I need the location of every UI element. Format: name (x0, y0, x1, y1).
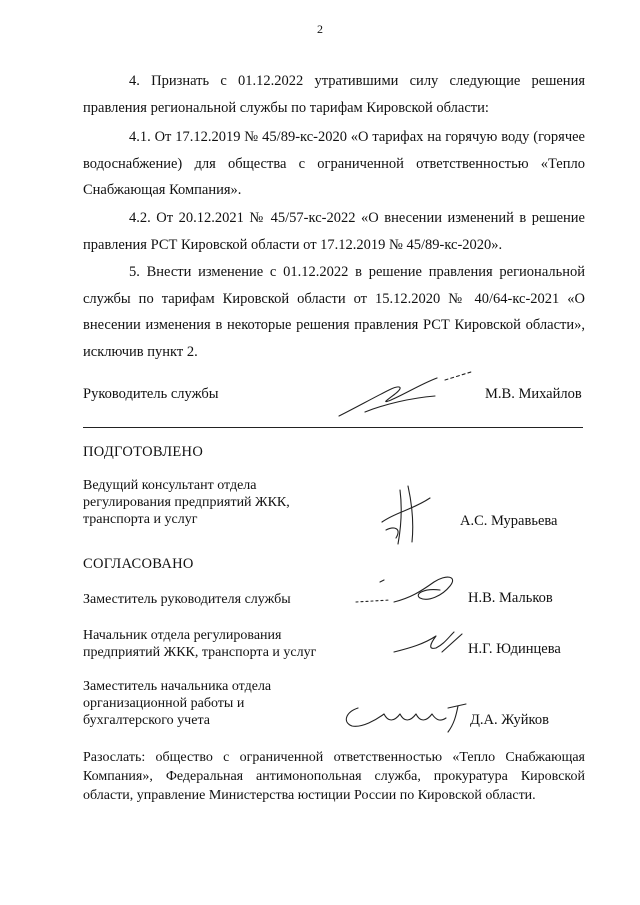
signer-1-signature (350, 568, 470, 628)
prepared-position-line-3: транспорта и услуг (83, 512, 198, 527)
agreed-signer-2-position (83, 627, 316, 661)
page-number: 2 (317, 22, 323, 36)
signer-2-name: Н.Г. Юдинцева (468, 641, 561, 657)
head-name: М.В. Михайлов (485, 386, 582, 402)
prepared-heading: ПОДГОТОВЛЕНО (83, 444, 204, 460)
signer-3-name: Д.А. Жуйков (470, 712, 549, 728)
signer-1-position-line-1: Заместитель руководителя службы (83, 592, 291, 607)
prepared-position-line-1: Ведущий консультант отдела (83, 478, 257, 493)
signer-1-name: Н.В. Мальков (468, 590, 553, 606)
prepared-name: А.С. Муравьева (460, 513, 558, 529)
paragraph-5: 5. Внести изменение с 01.12.2022 в решение правления региональной службы по тарифам Кировской области от 15.12.2020 № 40/64-кс-2021 «О внесении изменения в некоторые решения правления РСТ Кировской области», исключив пункт 2. (83, 264, 585, 360)
prepared-position-line-2: регулирования предприятий ЖКК, (83, 495, 290, 510)
divider-line (83, 427, 583, 428)
paragraph-4: 4. Признать с 01.12.2022 утратившими силу следующие решения правления региональной службы по тарифам Кировской области: (83, 73, 585, 116)
distribution-list: Разослать: общество с ограниченной ответственностью «Тепло Снабжающая Компания», Федеральная антимонопольная служба, прокуратура Кировской области, управление Министерства юстиции России по Кировской области. (83, 750, 585, 803)
prepared-position (83, 477, 290, 528)
signer-2-position-line-2: предприятий ЖКК, транспорта и услуг (83, 645, 317, 660)
signer-3-position-line-2: организационной работы и (83, 696, 245, 711)
signer-3-position-line-1: Заместитель начальника отдела (83, 679, 272, 694)
signer-3-position-line-3: бухгалтерского учета (83, 713, 210, 728)
agreed-signer-1-position (83, 591, 291, 608)
head-position: Руководитель службы (83, 386, 219, 402)
agreed-signer-3-position (83, 678, 271, 729)
signer-2-signature (390, 626, 470, 662)
signer-3-signature (336, 692, 472, 740)
paragraph-4-2: 4.2. От 20.12.2021 № 45/57-кс-2022 «О внесении изменений в решение правления РСТ Кировской области от 17.12.2019 № 45/89-кс-2020». (83, 210, 585, 253)
signer-2-position-line-1: Начальник отдела регулирования (83, 628, 282, 643)
paragraph-4-1: 4.1. От 17.12.2019 № 45/89-кс-2020 «О тарифах на горячую воду (горячее водоснабжение) для общества с ограниченной ответственностью «Тепло Снабжающая Компания». (83, 129, 585, 198)
head-signature (325, 368, 485, 424)
prepared-signature (372, 482, 442, 552)
agreed-heading: СОГЛАСОВАНО (83, 556, 194, 572)
